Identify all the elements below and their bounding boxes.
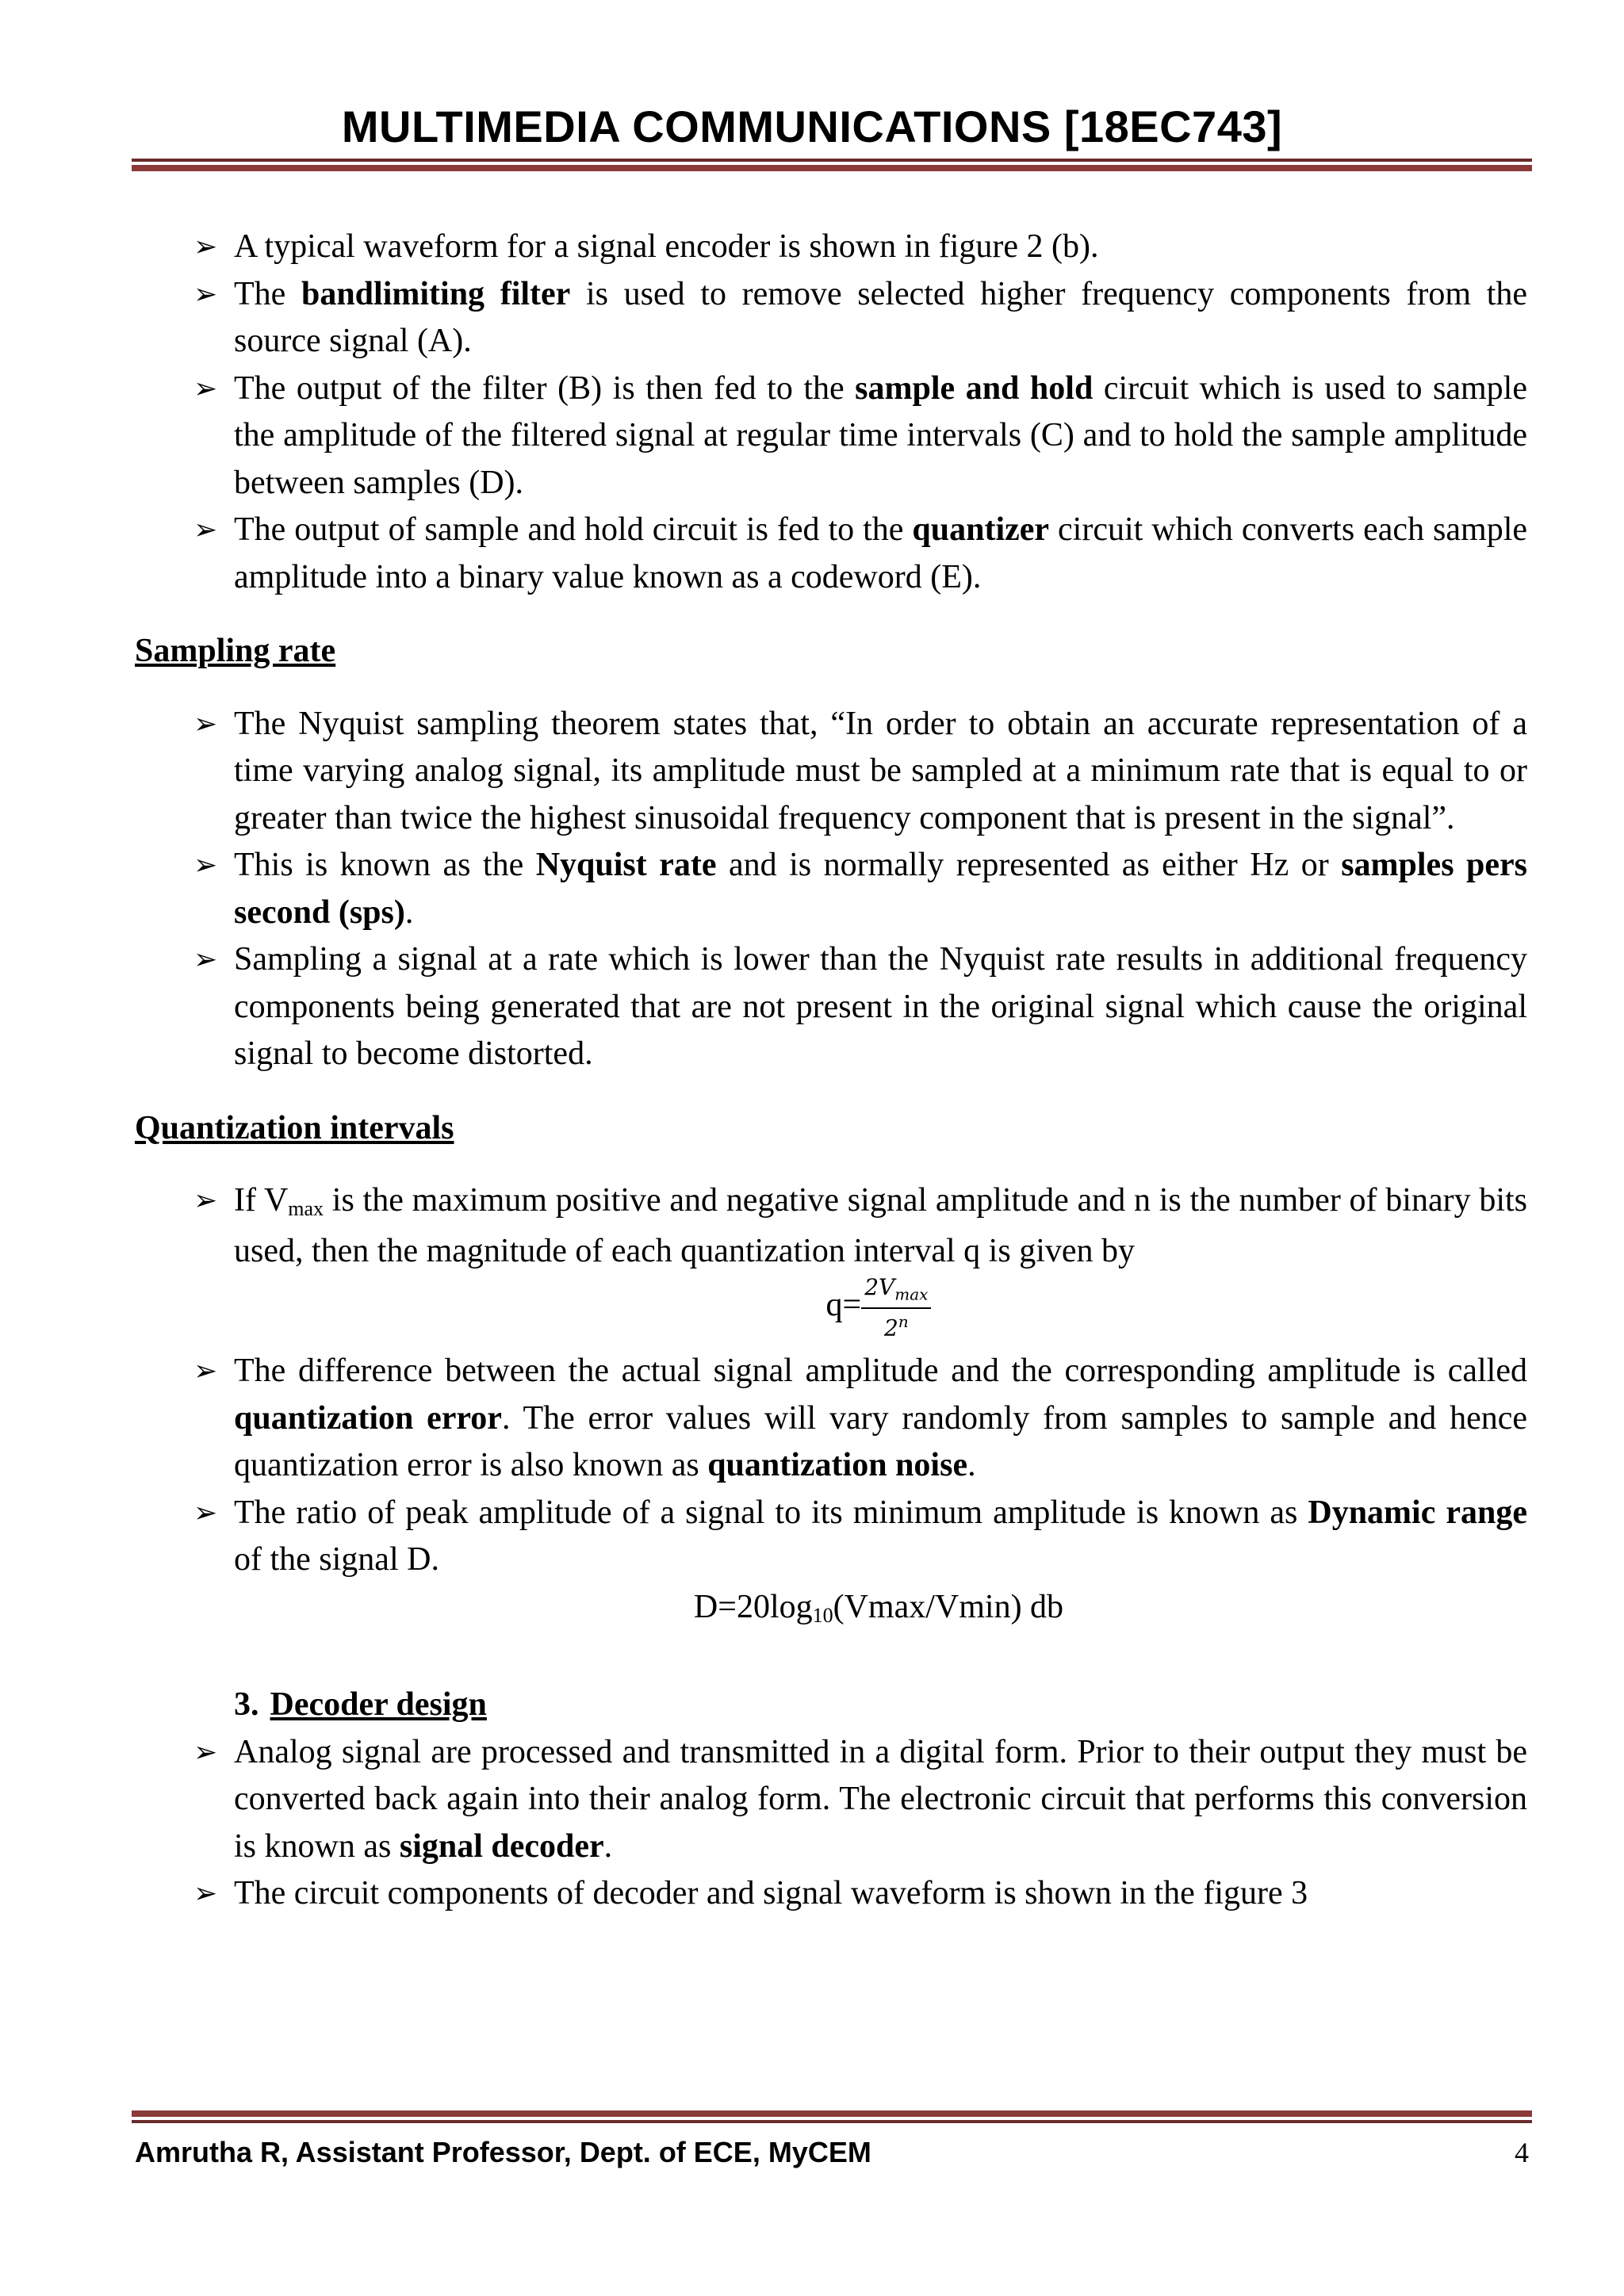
section-heading-sampling-rate: Sampling rate (135, 633, 336, 669)
page-number: 4 (1515, 2137, 1529, 2168)
bullet-list-sampling (135, 701, 1527, 1078)
bullet-list-quantization (135, 1177, 1527, 1275)
arrow-bullet-icon: ➢ (193, 372, 218, 405)
bullet-list-quantization-2 (135, 1348, 1527, 1584)
footer-author: Amrutha R, Assistant Professor, Dept. of ECE, MyCEM (135, 2136, 871, 2168)
arrow-bullet-icon: ➢ (193, 943, 218, 976)
formula-quantization-interval: q= $\frac{2V_{max}}{2^n}$ (135, 1275, 1527, 1348)
arrow-bullet-icon: ➢ (193, 849, 218, 882)
header-rule-thick (132, 165, 1532, 171)
term-quantization-noise: quantization noise (707, 1447, 968, 1483)
document-body (135, 224, 1527, 1918)
list-item: ➢ The difference between the actual signal amplitude and the corresponding amplitude is called quantization error. The error values will vary randomly from samples to sample and hence quantization error is also known as quantization noise. (135, 1348, 1527, 1490)
arrow-bullet-icon: ➢ (193, 231, 218, 263)
list-item: ➢ Sampling a signal at a rate which is lower than the Nyquist rate results in additional frequency components being generated that are not present in the original signal which cause the original signal to become distorted. (135, 936, 1527, 1078)
bullet-list-encoder (135, 224, 1527, 601)
list-item: ➢ The output of the filter (B) is then fed to the sample and hold circuit which is used to sample the amplitude of the filtered signal at regular time intervals (C) and to hold the sample amplitude between samples (D). (135, 365, 1527, 507)
list-item: ➢ A typical waveform for a signal encoder is shown in figure 2 (b). (135, 224, 1527, 271)
term-bandlimiting-filter: bandlimiting filter (301, 275, 571, 312)
term-signal-decoder: signal decoder (399, 1827, 604, 1865)
term-sps: samples pers second (sps) (234, 847, 1527, 931)
footer-rule-thin (132, 2120, 1532, 2123)
arrow-bullet-icon: ➢ (193, 1355, 218, 1387)
section-heading-quantization-intervals: Quantization intervals (135, 1109, 454, 1146)
page-header-title: MULTIMEDIA COMMUNICATIONS [18EC743] (341, 101, 1283, 151)
list-item: ➢ The Nyquist sampling theorem states that, “In order to obtain an accurate representation of a time varying analog signal, its amplitude must be sampled at a minimum rate that is equal to or greater than twice the highest sinusoidal frequency component that is present in the signal”. (135, 701, 1527, 843)
list-item: ➢ This is known as the Nyquist rate and is normally represented as either Hz or samples pers second (sps). (135, 842, 1527, 936)
footer-rule-thick (132, 2110, 1532, 2117)
term-dynamic-range: Dynamic range (1308, 1494, 1527, 1531)
arrow-bullet-icon: ➢ (193, 707, 218, 740)
list-item: ➢ The circuit components of decoder and signal waveform is shown in the figure 3 (135, 1870, 1527, 1918)
list-item: ➢ The output of sample and hold circuit is fed to the quantizer circuit which converts each sample amplitude into a binary value known as a codeword (E). (135, 507, 1527, 601)
list-item: ➢ If Vmax is the maximum positive and negative signal amplitude and n is the number of binary bits used, then the magnitude of each quantization interval q is given by (135, 1177, 1527, 1275)
term-sample-and-hold: sample and hold (855, 369, 1094, 407)
section-heading-decoder-design: 3. Decoder design (234, 1686, 487, 1723)
arrow-bullet-icon: ➢ (193, 1496, 218, 1529)
formula-dynamic-range: D=20log10(Vmax/Vmin) db (693, 1588, 1064, 1627)
arrow-bullet-icon: ➢ (193, 1877, 218, 1910)
term-quantizer: quantizer (912, 511, 1050, 548)
list-item: ➢ Analog signal are processed and transmitted in a digital form. Prior to their output they must be converted back again into their analog form. The electronic circuit that performs this conversion is known as signal decoder. (135, 1729, 1527, 1871)
arrow-bullet-icon: ➢ (193, 277, 218, 311)
arrow-bullet-icon: ➢ (193, 1735, 218, 1769)
bullet-list-decoder (135, 1729, 1527, 1918)
list-item: ➢ The bandlimiting filter is used to remove selected higher frequency components from the source signal (A). (135, 271, 1527, 365)
list-item: ➢ The ratio of peak amplitude of a signal to its minimum amplitude is known as Dynamic range of the signal D. (135, 1490, 1527, 1584)
header-rule-thin (132, 159, 1532, 162)
arrow-bullet-icon: ➢ (193, 1184, 218, 1217)
fraction: $\frac{2V_{max}}{2^n}$ (861, 1275, 931, 1341)
term-quantization-error: quantization error (234, 1399, 502, 1437)
arrow-bullet-icon: ➢ (193, 514, 218, 546)
term-nyquist-rate: Nyquist rate (535, 847, 717, 883)
